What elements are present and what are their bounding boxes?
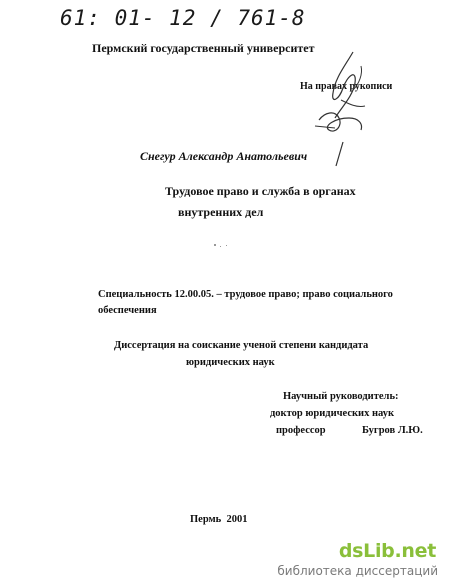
archive-number-handwritten: 61: 01- 12 / 761-8 (60, 6, 306, 30)
scan-speck (214, 244, 216, 246)
rights-note: На правах рукописи (300, 81, 393, 92)
supervisor-name: Бугров Л.Ю. (362, 425, 423, 436)
pen-mark (333, 140, 345, 168)
scan-speck (226, 245, 227, 246)
supervisor-degree: доктор юридических наук (270, 408, 395, 419)
scan-speck (220, 246, 221, 247)
dslib-logo: dsLib.net (338, 540, 436, 562)
dissertation-title-line2: внутренних дел (178, 205, 264, 219)
city-year: Пермь 2001 (190, 514, 248, 525)
specialty-line1: Специальность 12.00.05. – трудовое право; право социального (98, 289, 393, 300)
author-name: Снегур Александр Анатольевич (140, 149, 308, 163)
supervisor-rank: профессор (276, 425, 326, 436)
dslib-subtitle: библиотека диссертаций (277, 564, 438, 578)
supervisor-heading: Научный руководитель: (283, 391, 399, 402)
specialty-line2: обеспечения (98, 305, 157, 316)
watermark-area (0, 542, 450, 582)
degree-line1: Диссертация на соискание ученой степени кандидата (114, 340, 369, 351)
dissertation-title-line1: Трудовое право и служба в органах (165, 184, 356, 198)
university-name: Пермский государственный университет (92, 41, 315, 55)
degree-line2: юридических наук (186, 357, 275, 368)
signature-scribble (305, 48, 380, 143)
